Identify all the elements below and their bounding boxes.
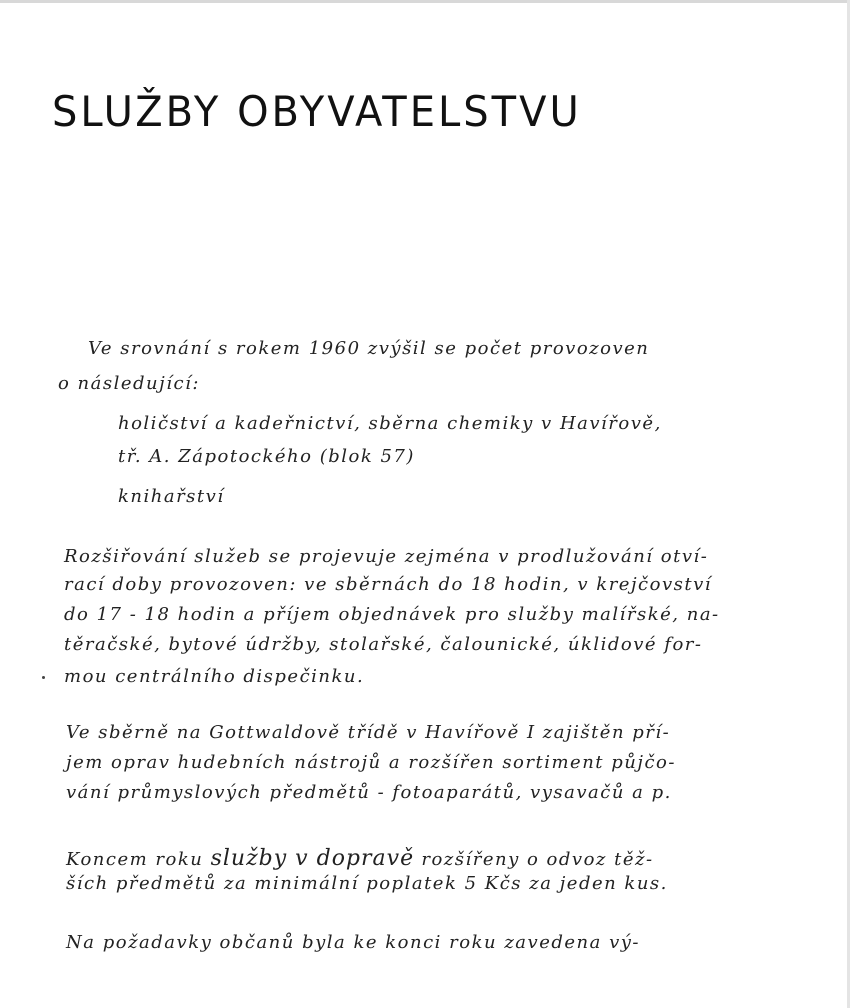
- text-segment-rozsireny: rozšířeny o odvoz těž-: [421, 849, 654, 870]
- text-segment-doprava: služby v dopravě: [210, 846, 415, 871]
- text-line-4: tř. A. Zápotockého (blok 57): [118, 446, 415, 467]
- text-line-2: o následující:: [58, 373, 200, 394]
- text-line-3: holičství a kadeřnictví, sběrna chemiky v Havířově,: [118, 413, 662, 434]
- text-segment-predmetu: ších předmětů za minimální poplatek: [66, 873, 458, 894]
- ink-dot: [42, 676, 45, 679]
- text-line-12: jem oprav hudebních nástrojů a rozšířen sortiment půjčo-: [66, 752, 676, 773]
- text-line-10: mou centrálního dispečinku.: [64, 666, 365, 687]
- text-line-7: rací doby provozoven: ve sběrnách do 18 hodin, v krejčovství: [64, 574, 713, 595]
- text-line-13: vání průmyslových předmětů - fotoaparátů, vysavačů a p.: [66, 782, 672, 803]
- text-line-9: těračské, bytové údržby, stolařské, čalounické, úklidové for-: [64, 634, 703, 655]
- text-line-11: Ve sběrně na Gottwaldově třídě v Havířově I zajištěn pří-: [66, 722, 671, 743]
- text-segment-cena: 5 Kčs za jeden kus.: [464, 873, 668, 894]
- text-line-16: Na požadavky občanů byla ke konci roku zavedena vý-: [66, 932, 640, 953]
- page-title: SLUŽBY OBYVATELSTVU: [52, 88, 582, 137]
- text-line-1: Ve srovnání s rokem 1960 zvýšil se počet provozoven: [88, 338, 650, 359]
- scan-edge-top: [0, 0, 850, 3]
- text-line-5: knihařství: [118, 486, 225, 507]
- text-line-8: do 17 - 18 hodin a příjem objednávek pro služby malířské, na-: [64, 604, 720, 625]
- text-line-14: [66, 846, 654, 871]
- text-line-6: Rozšiřování služeb se projevuje zejména v prodlužování otví-: [64, 546, 709, 567]
- text-line-15: [66, 873, 668, 894]
- text-segment-koncem: Koncem roku: [66, 849, 204, 870]
